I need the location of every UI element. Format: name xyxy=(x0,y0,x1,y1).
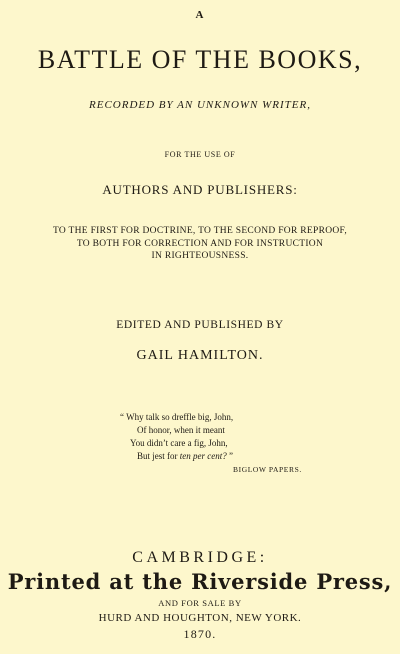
imprint-city: CAMBRIDGE: xyxy=(132,549,268,566)
epigraph-line: Of honor, when it meant xyxy=(137,425,225,435)
dedication-line: IN RIGHTEOUSNESS. xyxy=(151,251,249,261)
imprint-year: 1870. xyxy=(183,627,217,641)
epigraph-line4-suffix: ” xyxy=(226,451,233,461)
dedication-line: TO BOTH FOR CORRECTION AND FOR INSTRUCTION xyxy=(76,239,324,249)
epigraph-line: You didn’t care a fig, John, xyxy=(130,438,228,448)
article-a: A xyxy=(195,9,205,21)
epigraph-line4-prefix: But jest for xyxy=(137,451,180,461)
for-use-line: FOR THE USE OF xyxy=(164,150,236,159)
audience-line: AUTHORS AND PUBLISHERS: xyxy=(102,182,298,197)
epigraph-source: BIGLOW PAPERS. xyxy=(233,465,302,474)
edited-by-line: EDITED AND PUBLISHED BY xyxy=(116,319,284,331)
imprint-press: Printed at the Riverside Press, xyxy=(7,569,393,594)
subtitle: RECORDED BY AN UNKNOWN WRITER, xyxy=(89,99,311,111)
epigraph-line4-italic: ten per cent? xyxy=(179,451,227,461)
book-title: BATTLE OF THE BOOKS, xyxy=(37,45,363,74)
epigraph-line xyxy=(137,450,233,463)
epigraph-line: “ Why talk so dreffle big, John, xyxy=(120,412,234,422)
dedication-line: TO THE FIRST FOR DOCTRINE, TO THE SECOND FOR REPROOF, xyxy=(52,226,348,236)
imprint-for-sale: AND FOR SALE BY xyxy=(158,598,242,608)
author-name: GAIL HAMILTON. xyxy=(136,348,264,363)
imprint-publisher: HURD AND HOUGHTON, NEW YORK. xyxy=(98,612,302,624)
